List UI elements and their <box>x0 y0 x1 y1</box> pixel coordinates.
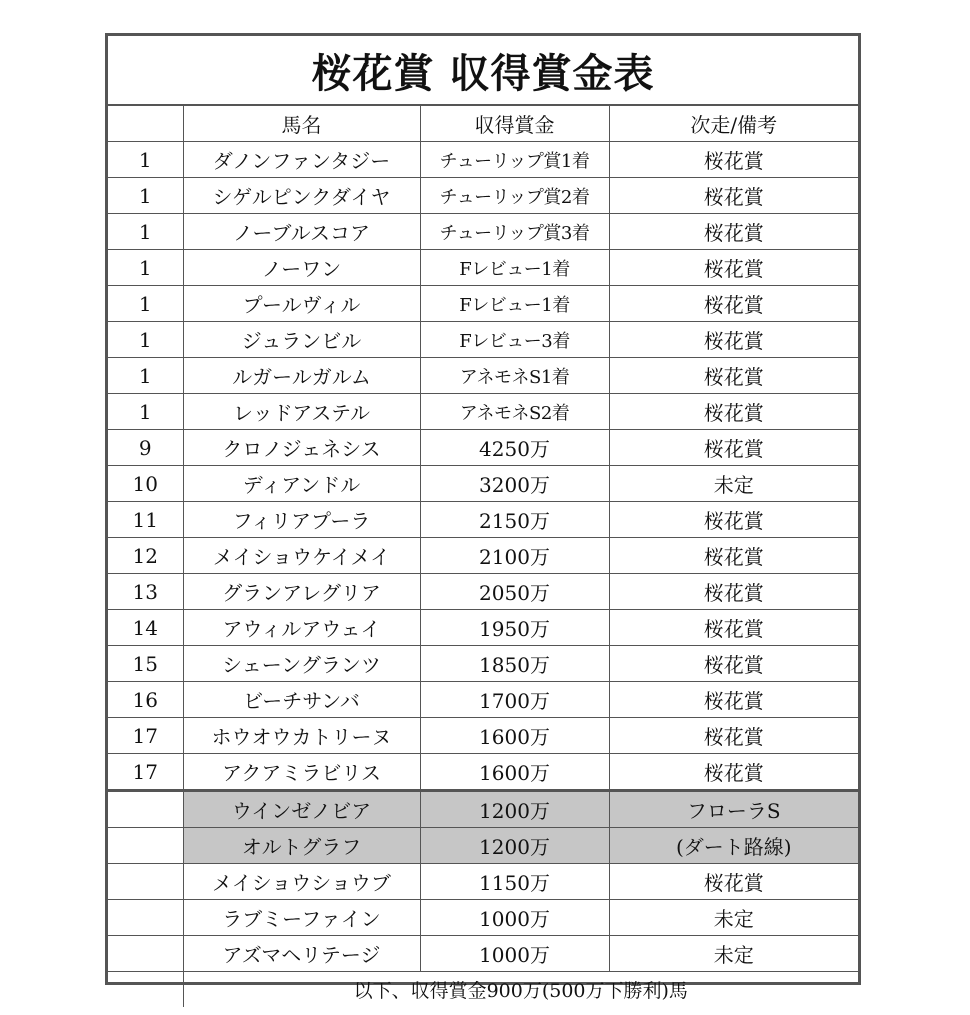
footer-note: 以下、収得賞金900万(500万下勝利)馬 <box>183 972 858 1008</box>
table-row <box>108 430 858 466</box>
cell-rank: 9 <box>108 430 183 466</box>
cell-next-race: 桜花賞 <box>609 394 858 430</box>
table-row <box>108 214 858 250</box>
table-row <box>108 754 858 791</box>
cell-next-race: 未定 <box>609 900 858 936</box>
header-horse-name: 馬名 <box>183 106 420 142</box>
cell-rank: 1 <box>108 250 183 286</box>
cell-horse-name: ジュランビル <box>183 322 420 358</box>
cell-prize: Fレビュー3着 <box>420 322 609 358</box>
cell-horse-name: グランアレグリア <box>183 574 420 610</box>
prize-table-sheet <box>105 33 861 1002</box>
cell-horse-name: プールヴィル <box>183 286 420 322</box>
cell-rank: 17 <box>108 754 183 791</box>
cell-horse-name: ルガールガルム <box>183 358 420 394</box>
cell-horse-name: レッドアステル <box>183 394 420 430</box>
table-row <box>108 828 858 864</box>
cell-next-race: 桜花賞 <box>609 178 858 214</box>
cell-next-race: 桜花賞 <box>609 538 858 574</box>
table-row <box>108 610 858 646</box>
cell-horse-name: ノーブルスコア <box>183 214 420 250</box>
cell-rank <box>108 828 183 864</box>
table-row <box>108 900 858 936</box>
cell-next-race: 未定 <box>609 936 858 972</box>
table-row <box>108 864 858 900</box>
cell-prize: 4250万 <box>420 430 609 466</box>
cell-rank: 1 <box>108 322 183 358</box>
cell-next-race: 桜花賞 <box>609 430 858 466</box>
header-rank <box>108 106 183 142</box>
cell-rank: 1 <box>108 178 183 214</box>
table-row <box>108 538 858 574</box>
table-row <box>108 466 858 502</box>
cell-next-race: 未定 <box>609 466 858 502</box>
cell-prize: 2050万 <box>420 574 609 610</box>
table-row <box>108 322 858 358</box>
cell-rank: 14 <box>108 610 183 646</box>
table-row <box>108 936 858 972</box>
cell-horse-name: ビーチサンバ <box>183 682 420 718</box>
cell-horse-name: オルトグラフ <box>183 828 420 864</box>
page-title: 桜花賞 収得賞金表 <box>108 36 858 106</box>
cell-rank: 1 <box>108 358 183 394</box>
table-row <box>108 250 858 286</box>
cell-horse-name: メイショウショウブ <box>183 864 420 900</box>
header-prize: 収得賞金 <box>420 106 609 142</box>
footer-blank-cell <box>108 972 183 1008</box>
cell-horse-name: フィリアプーラ <box>183 502 420 538</box>
cell-horse-name: ラブミーファイン <box>183 900 420 936</box>
cell-horse-name: シゲルピンクダイヤ <box>183 178 420 214</box>
cell-rank: 1 <box>108 214 183 250</box>
cell-prize: Fレビュー1着 <box>420 286 609 322</box>
cell-next-race: 桜花賞 <box>609 718 858 754</box>
cell-rank <box>108 791 183 828</box>
table-row <box>108 142 858 178</box>
cell-next-race: 桜花賞 <box>609 214 858 250</box>
cell-next-race: 桜花賞 <box>609 646 858 682</box>
cell-prize: 1150万 <box>420 864 609 900</box>
table-header-row <box>108 106 858 142</box>
cell-prize: 1600万 <box>420 718 609 754</box>
cell-rank <box>108 936 183 972</box>
cell-horse-name: メイショウケイメイ <box>183 538 420 574</box>
table-row <box>108 502 858 538</box>
cell-next-race: 桜花賞 <box>609 754 858 791</box>
cell-prize: アネモネS1着 <box>420 358 609 394</box>
cell-rank: 1 <box>108 394 183 430</box>
cell-prize: 1200万 <box>420 791 609 828</box>
cell-next-race: 桜花賞 <box>609 502 858 538</box>
cell-rank: 17 <box>108 718 183 754</box>
cell-horse-name: ウインゼノビア <box>183 791 420 828</box>
cell-horse-name: アウィルアウェイ <box>183 610 420 646</box>
cell-rank: 12 <box>108 538 183 574</box>
cell-horse-name: ダノンファンタジー <box>183 142 420 178</box>
cell-prize: 2100万 <box>420 538 609 574</box>
cell-prize: 1600万 <box>420 754 609 791</box>
cell-prize: 1950万 <box>420 610 609 646</box>
cell-horse-name: ノーワン <box>183 250 420 286</box>
cell-prize: チューリップ賞1着 <box>420 142 609 178</box>
cell-prize: Fレビュー1着 <box>420 250 609 286</box>
cell-next-race: 桜花賞 <box>609 864 858 900</box>
cell-rank: 16 <box>108 682 183 718</box>
cell-next-race: 桜花賞 <box>609 250 858 286</box>
cell-next-race: 桜花賞 <box>609 574 858 610</box>
cell-rank: 13 <box>108 574 183 610</box>
cell-next-race: 桜花賞 <box>609 610 858 646</box>
table-row <box>108 286 858 322</box>
cell-horse-name: シェーングランツ <box>183 646 420 682</box>
cell-next-race: 桜花賞 <box>609 682 858 718</box>
cell-rank: 1 <box>108 286 183 322</box>
table-row <box>108 394 858 430</box>
cell-prize: 1000万 <box>420 900 609 936</box>
table-row <box>108 178 858 214</box>
cell-horse-name: クロノジェネシス <box>183 430 420 466</box>
prize-table-body <box>108 106 858 1007</box>
cell-rank <box>108 864 183 900</box>
cell-rank: 10 <box>108 466 183 502</box>
table-row <box>108 682 858 718</box>
cell-next-race: 桜花賞 <box>609 142 858 178</box>
cell-rank <box>108 900 183 936</box>
table-row <box>108 358 858 394</box>
cell-horse-name: アズマヘリテージ <box>183 936 420 972</box>
cell-prize: 1850万 <box>420 646 609 682</box>
cell-rank: 15 <box>108 646 183 682</box>
cell-next-race: 桜花賞 <box>609 286 858 322</box>
cell-horse-name: ホウオウカトリーヌ <box>183 718 420 754</box>
cell-prize: チューリップ賞2着 <box>420 178 609 214</box>
cell-horse-name: ディアンドル <box>183 466 420 502</box>
cell-next-race: (ダート路線) <box>609 828 858 864</box>
cell-prize: 1000万 <box>420 936 609 972</box>
cell-horse-name: アクアミラビリス <box>183 754 420 791</box>
table-footer-row <box>108 972 858 1008</box>
table-row <box>108 574 858 610</box>
cell-next-race: 桜花賞 <box>609 322 858 358</box>
cell-prize: アネモネS2着 <box>420 394 609 430</box>
prize-table <box>108 106 858 1007</box>
cell-rank: 11 <box>108 502 183 538</box>
cell-next-race: 桜花賞 <box>609 358 858 394</box>
cell-prize: 2150万 <box>420 502 609 538</box>
header-next-race: 次走/備考 <box>609 106 858 142</box>
table-row <box>108 718 858 754</box>
cell-prize: 1700万 <box>420 682 609 718</box>
cell-prize: 1200万 <box>420 828 609 864</box>
table-row <box>108 646 858 682</box>
cell-prize: チューリップ賞3着 <box>420 214 609 250</box>
table-row <box>108 791 858 828</box>
cell-prize: 3200万 <box>420 466 609 502</box>
cell-next-race: フローラS <box>609 791 858 828</box>
cell-rank: 1 <box>108 142 183 178</box>
